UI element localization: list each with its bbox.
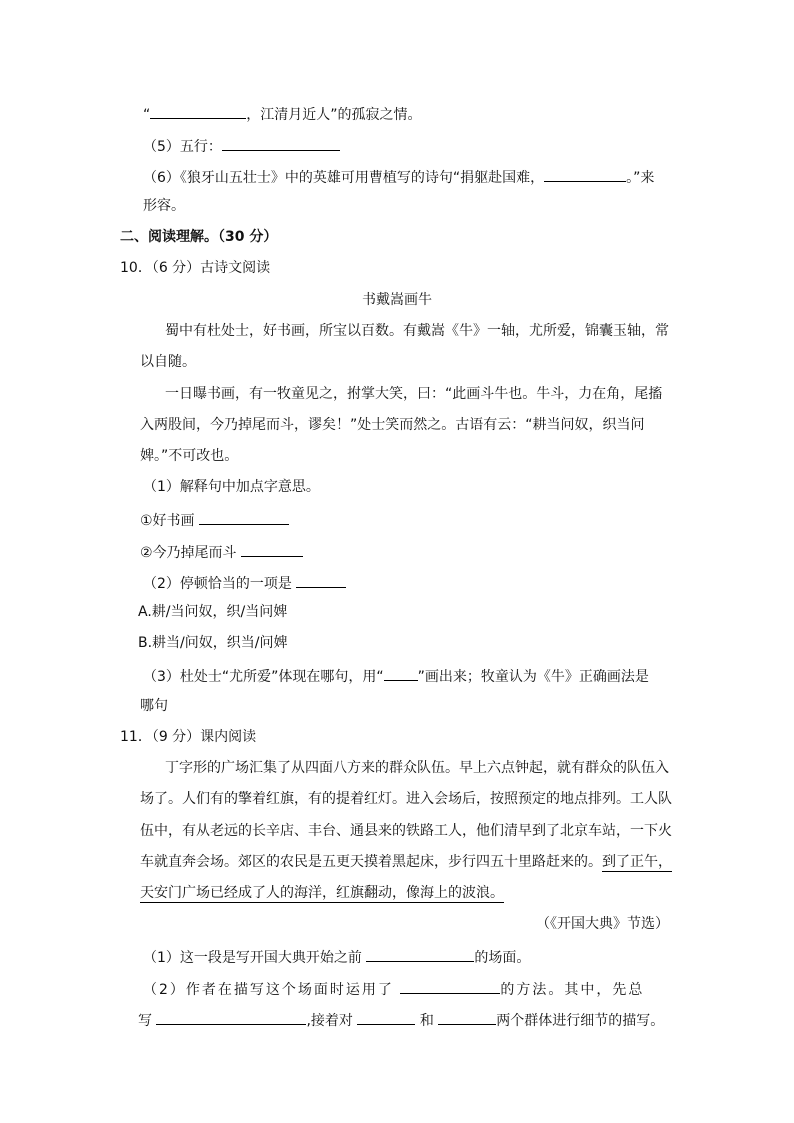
underlined-sentence: 天安门广场已经成了人的海洋，红旗翻动，像海上的波浪。 bbox=[140, 885, 504, 901]
answer-blank[interactable] bbox=[366, 945, 474, 962]
q10-sub1-b: ②今乃掉尾而斗 bbox=[140, 540, 303, 563]
q9-item6: （6）《狼牙山五壮士》中的英雄可用曹植写的诗句“捐躯赴国难， 。”来 bbox=[143, 165, 654, 188]
answer-blank[interactable] bbox=[384, 664, 418, 681]
q11-para-line3: 伍中，有从老远的长辛店、丰台、通县来的铁路工人，他们清早到了北京车站，一下火 bbox=[140, 823, 672, 839]
section-heading: 二、阅读理解。（30 分） bbox=[120, 229, 278, 245]
answer-blank[interactable] bbox=[438, 1008, 496, 1025]
q10-header: 10．（6 分）古诗文阅读 bbox=[120, 260, 271, 276]
source-citation: （《开国大典》节选） bbox=[536, 916, 669, 932]
q11-para-line5 bbox=[140, 883, 504, 903]
answer-blank[interactable] bbox=[296, 571, 346, 588]
q10-para1-line1: 蜀中有杜处士，好书画，所宝以百数。有戴嵩《牛》一轴，尤所爱，锦囊玉轴，常 bbox=[165, 323, 669, 339]
answer-blank[interactable] bbox=[357, 1008, 415, 1025]
q9-item6-cont: 形容。 bbox=[143, 198, 185, 214]
poem-title: 书戴嵩画牛 bbox=[362, 292, 432, 308]
q10-para1-line2: 以自随。 bbox=[140, 354, 196, 370]
q10-sub2: （2）停顿恰当的一项是 bbox=[143, 571, 346, 594]
answer-blank[interactable] bbox=[400, 977, 500, 994]
q10-sub1-a: ①好书画 bbox=[140, 508, 289, 531]
answer-blank[interactable] bbox=[199, 508, 289, 525]
q11-sub1: （1）这一段是写开国大典开始之前 的场面。 bbox=[143, 945, 530, 968]
q10-para2-line2: 入两股间，今乃掉尾而斗，谬矣！”处士笑而然之。古语有云：“耕当问奴，织当问 bbox=[140, 417, 645, 433]
q10-para2-line1: 一日曝书画，有一牧童见之，拊掌大笑，曰：“此画斗牛也。牛斗，力在角，尾搐 bbox=[165, 386, 663, 402]
answer-blank[interactable] bbox=[150, 102, 246, 119]
q10-option-a: A.耕/当问奴，织/当问婢 bbox=[138, 604, 288, 620]
q9-line1: “ ，江清月近人”的孤寂之情。 bbox=[143, 102, 422, 125]
answer-blank[interactable] bbox=[156, 1008, 306, 1025]
q10-sub3: （3）杜处士“尤所爱”体现在哪句，用“ ”画出来；牧童认为《牛》正确画法是 bbox=[143, 664, 649, 687]
q10-option-b: B.耕当/问奴，织当/问婢 bbox=[138, 635, 288, 651]
q11-para-line1: 丁字形的广场汇集了从四面八方来的群众队伍。早上六点钟起，就有群众的队伍入 bbox=[165, 760, 669, 776]
q11-para-line2: 场了。人们有的擎着红旗，有的提着红灯。进入会场后，按照预定的地点排列。工人队 bbox=[140, 791, 672, 807]
q9-item5: （5）五行： bbox=[143, 134, 340, 157]
q11-header: 11．（9 分）课内阅读 bbox=[120, 729, 257, 745]
q10-sub3-cont: 哪句 bbox=[140, 698, 168, 714]
answer-blank[interactable] bbox=[544, 165, 626, 182]
answer-blank[interactable] bbox=[222, 134, 340, 151]
q11-para-line4: 车就直奔会场。郊区的农民是五更天摸着黑起床，步行四五十里路赶来的。到了正午， bbox=[140, 854, 672, 870]
q10-para2-line3: 婢。”不可改也。 bbox=[140, 448, 239, 464]
q10-sub1: （1）解释句中加点字意思。 bbox=[143, 479, 320, 495]
underlined-sentence: 到了正午， bbox=[602, 854, 672, 870]
q11-sub2: （2）作者在描写这个场面时运用了 的方法。其中，先总 bbox=[143, 977, 644, 1000]
q11-sub2-line2: 写 ,接着对 和 两个群体进行细节的描写。 bbox=[138, 1008, 664, 1031]
answer-blank[interactable] bbox=[241, 540, 303, 557]
